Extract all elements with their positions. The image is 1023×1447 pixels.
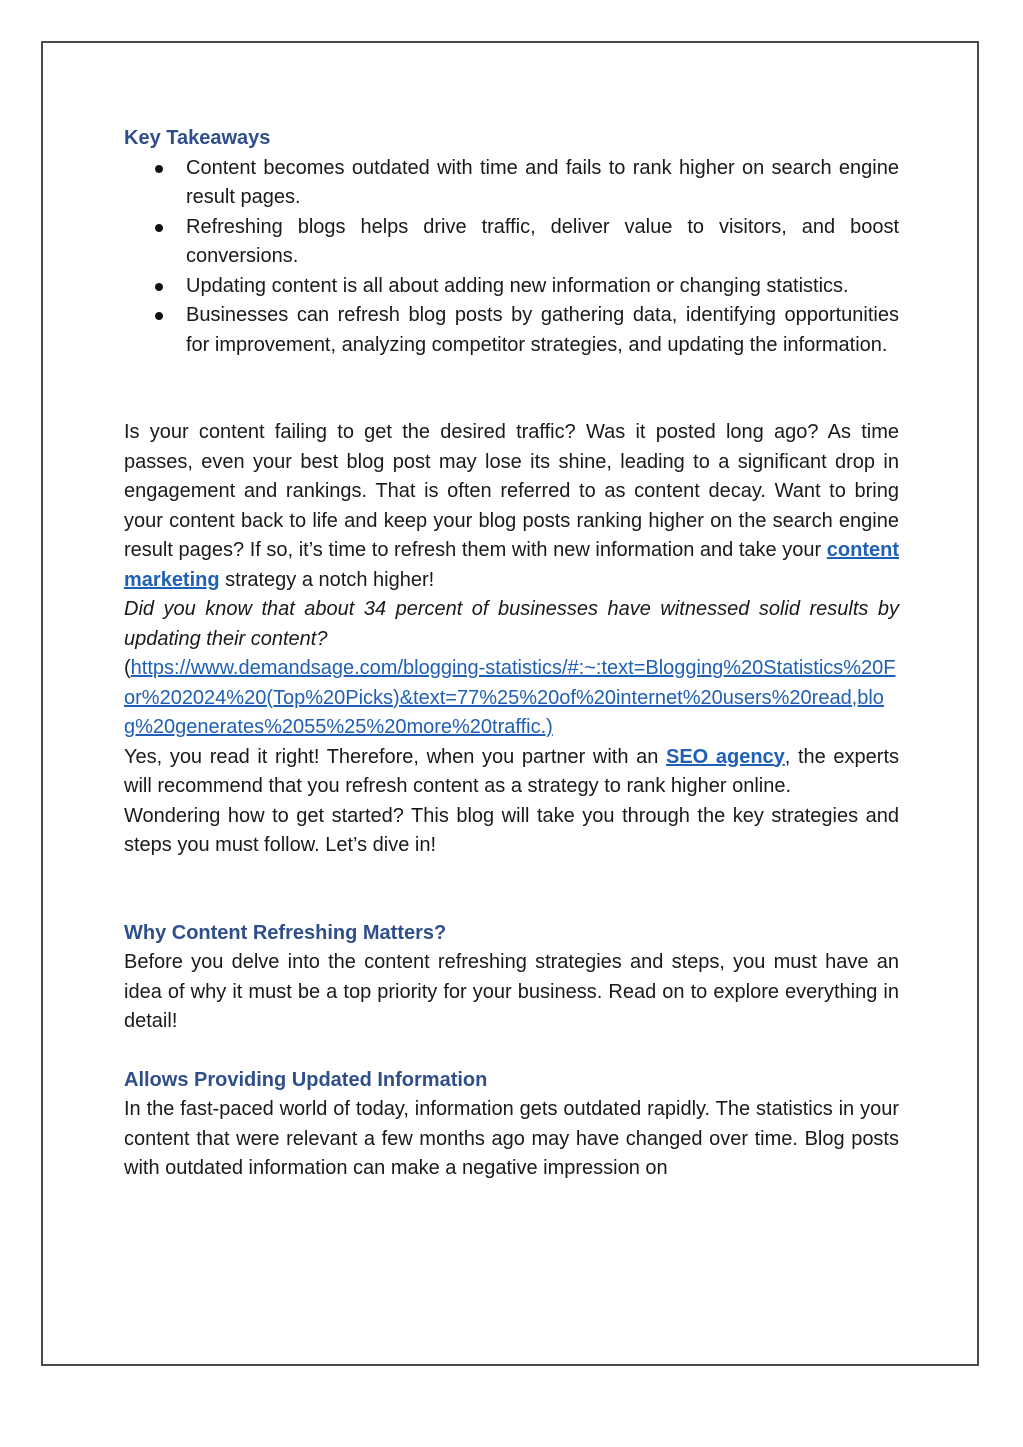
- list-item-text: Refreshing blogs helps drive traffic, deliver value to visitors, and boost conversions.: [186, 215, 899, 267]
- list-item-text: Businesses can refresh blog posts by gathering data, identifying opportunities for improvement, analyzing competitor strategies, and updating the information.: [186, 304, 899, 356]
- list-item: [124, 154, 899, 213]
- wondering-paragraph: Wondering how to get started? This blog will take you through the key strategies and steps you must follow. Let’s dive in!: [124, 804, 899, 856]
- intro-text-end: strategy a notch higher!: [219, 568, 435, 591]
- key-takeaways-list: [124, 154, 899, 361]
- list-item: [124, 272, 899, 302]
- bullet-icon: [155, 224, 163, 232]
- why-heading: Why Content Refreshing Matters?: [124, 921, 447, 944]
- updated-info-paragraph: In the fast-paced world of today, information gets outdated rapidly. The statistics in your content that were relevant a few months ago may have changed over time. Blog posts with outdated information can make a negative impression on: [124, 1098, 899, 1179]
- list-item-text: Updating content is all about adding new information or changing statistics.: [186, 274, 849, 297]
- bullet-icon: [155, 283, 163, 291]
- key-takeaways-heading: Key Takeaways: [124, 127, 271, 149]
- bullet-icon: [155, 165, 163, 173]
- intro-text: Is your content failing to get the desired traffic? Was it posted long ago? As time passes, even your best blog post may lose its shine, leading to a significant drop in engagement and rankings. That is often referred to as content decay. Want to bring your content back to life and keep your blog posts ranking higher on the search engine result pages? If so, it’s time to refresh them with new information and take your: [124, 421, 899, 561]
- document-body: [124, 124, 899, 1184]
- spacer: [124, 861, 899, 919]
- spacer: [124, 360, 899, 418]
- source-url-link[interactable]: https://www.demandsage.com/blogging-statistics/#:~:text=Blogging%20Statistics%20For%202024%20(Top%20Picks)&text=77%25%20of%20internet%20users%20read,blog%20generates%2055%25%20more%20traffic.): [124, 657, 896, 738]
- list-item-text: Content becomes outdated with time and fails to rank higher on search engine result pages.: [186, 156, 899, 208]
- statistic-question: Did you know that about 34 percent of businesses have witnessed solid results by updating their content?: [124, 598, 899, 650]
- seo-text-end: , the experts will recommend that you refresh content as a strategy to rank higher online.: [124, 745, 900, 797]
- content-marketing-link[interactable]: content marketing: [124, 539, 899, 591]
- source-citation: [124, 654, 899, 743]
- intro-paragraph: [124, 418, 899, 595]
- bullet-icon: [155, 312, 163, 320]
- seo-agency-link[interactable]: SEO agency: [666, 745, 785, 768]
- source-open-paren: (: [124, 657, 131, 679]
- list-item: [124, 213, 899, 272]
- seo-text: Yes, you read it right! Therefore, when you partner with an: [124, 745, 666, 768]
- why-paragraph: Before you delve into the content refreshing strategies and steps, you must have an idea of why it must be a top priority for your business. Read on to explore everything in detail!: [124, 951, 899, 1032]
- spacer: [124, 1037, 899, 1066]
- updated-info-heading: Allows Providing Updated Information: [124, 1068, 488, 1091]
- list-item: [124, 301, 899, 360]
- seo-paragraph: [124, 743, 899, 802]
